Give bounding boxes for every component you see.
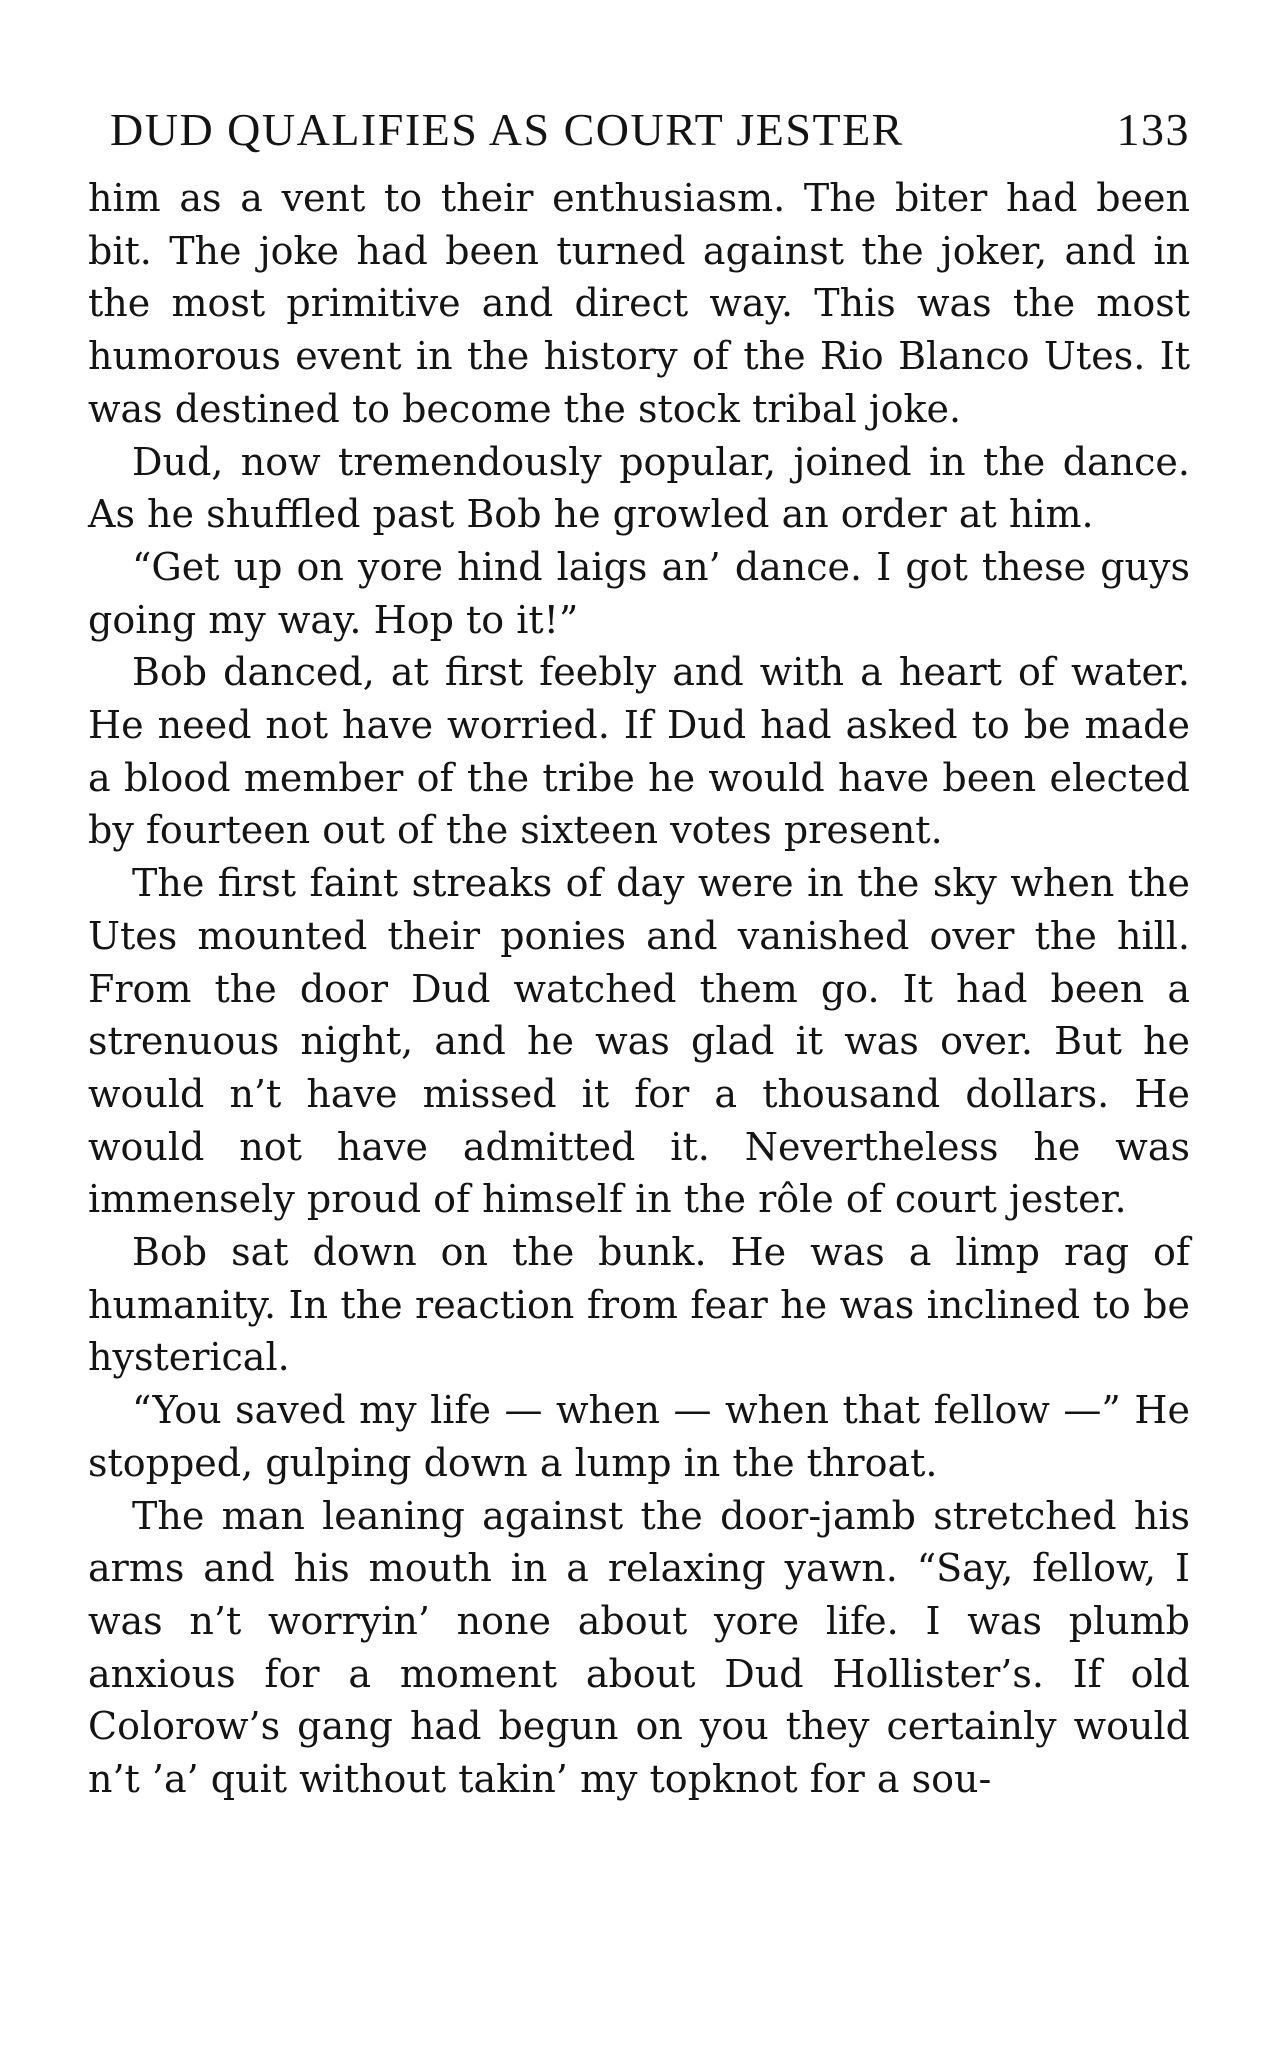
paragraph: Bob sat down on the bunk. He was a limp rag of humanity. In the reaction from fear he was inclined to be hysterical.: [88, 1230, 1190, 1380]
paragraph: “Get up on yore hind laigs an’ dance. I got these guys going my way. Hop to it!”: [88, 544, 1190, 642]
body-text: [88, 172, 1190, 1806]
chapter-title: DUD QUALIFIES AS COURT JESTER: [110, 104, 904, 155]
paragraph: “You saved my life — when — when that fellow —” He stopped, gulping down a lump in the throat.: [88, 1388, 1190, 1485]
paragraph: Dud, now tremendously popular, joined in the dance. As he shuffled past Bob he growled an order at him.: [88, 439, 1190, 537]
running-header: [88, 100, 1190, 160]
paragraph: The first faint streaks of day were in the sky when the Utes mounted their ponies and vanished over the hill. From the door Dud watched them go. It had been a strenuous night, and he was glad it was over. But he would n’t have missed it for a thousand dollars. He would not have admitted it. Nevertheless he was immensely proud of himself in the rôle of court jester.: [88, 861, 1190, 1222]
page-number: 133: [1116, 104, 1190, 155]
paragraph: him as a vent to their enthusiasm. The biter had been bit. The joke had been turned against the joker, and in the most primitive and direct way. This was the most humorous event in the history of the Rio Blanco Utes. It was destined to become the stock tribal joke.: [88, 176, 1190, 431]
paragraph: Bob danced, at first feebly and with a heart of water. He need not have worried. If Dud had asked to be made a blood member of the tribe he would have been elected by fourteen out of the sixteen votes present.: [88, 650, 1190, 853]
book-page: [88, 100, 1190, 1806]
paragraph: The man leaning against the door-jamb stretched his arms and his mouth in a relaxing yawn. “Say, fellow, I was n’t worryin’ none about yore life. I was plumb anxious for a moment about Dud Hollister’s. If old Colorow’s gang had begun on you they certainly would n’t ’a’ quit without takin’ my topknot for a sou-: [88, 1493, 1190, 1802]
